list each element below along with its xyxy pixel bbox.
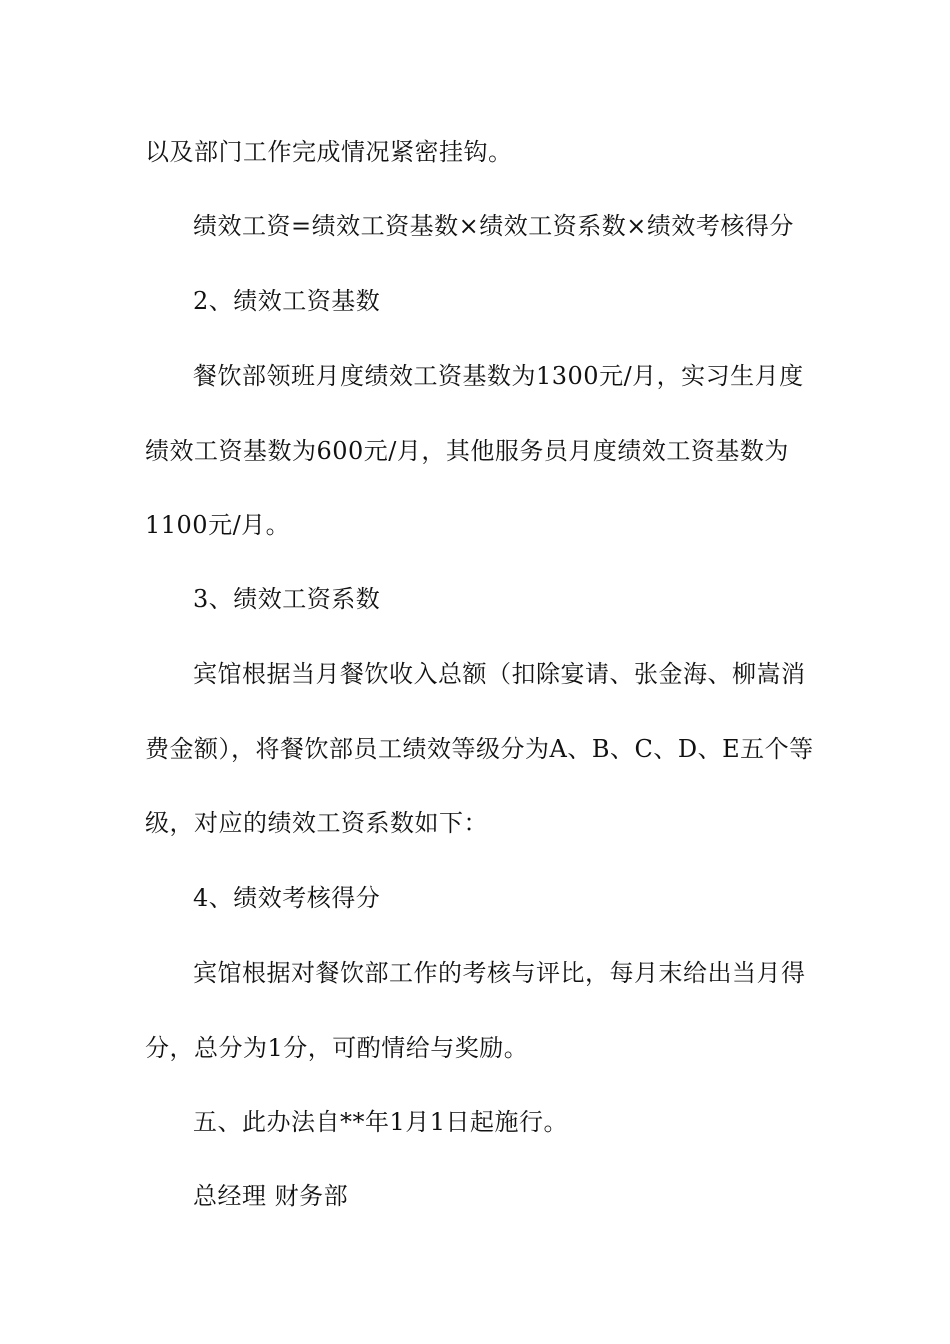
section-heading-base: 2、绩效工资基数 [193, 287, 381, 315]
paragraph-line: 绩效工资基数为600元/月，其他服务员月度绩效工资基数为 [145, 437, 789, 465]
section-heading-coefficient: 3、绩效工资系数 [193, 585, 381, 613]
section-heading-score: 4、绩效考核得分 [193, 884, 381, 912]
paragraph-line: 1100元/月。 [145, 511, 291, 539]
effective-date-line: 五、此办法自**年1月1日起施行。 [193, 1108, 569, 1136]
signature-line: 总经理 财务部 [193, 1182, 349, 1210]
paragraph-line: 餐饮部领班月度绩效工资基数为1300元/月，实习生月度 [193, 362, 804, 390]
paragraph-line: 以及部门工作完成情况紧密挂钩。 [145, 138, 513, 166]
paragraph-line: 宾馆根据对餐饮部工作的考核与评比，每月末给出当月得 [193, 959, 806, 987]
paragraph-line: 分，总分为1分，可酌情给与奖励。 [145, 1034, 529, 1062]
formula-line: 绩效工资=绩效工资基数×绩效工资系数×绩效考核得分 [193, 212, 794, 240]
paragraph-line: 级，对应的绩效工资系数如下： [145, 809, 488, 837]
paragraph-line: 费金额），将餐饮部员工绩效等级分为A、B、C、D、E五个等 [145, 735, 814, 763]
paragraph-line: 宾馆根据当月餐饮收入总额（扣除宴请、张金海、柳嵩消 [193, 660, 806, 688]
